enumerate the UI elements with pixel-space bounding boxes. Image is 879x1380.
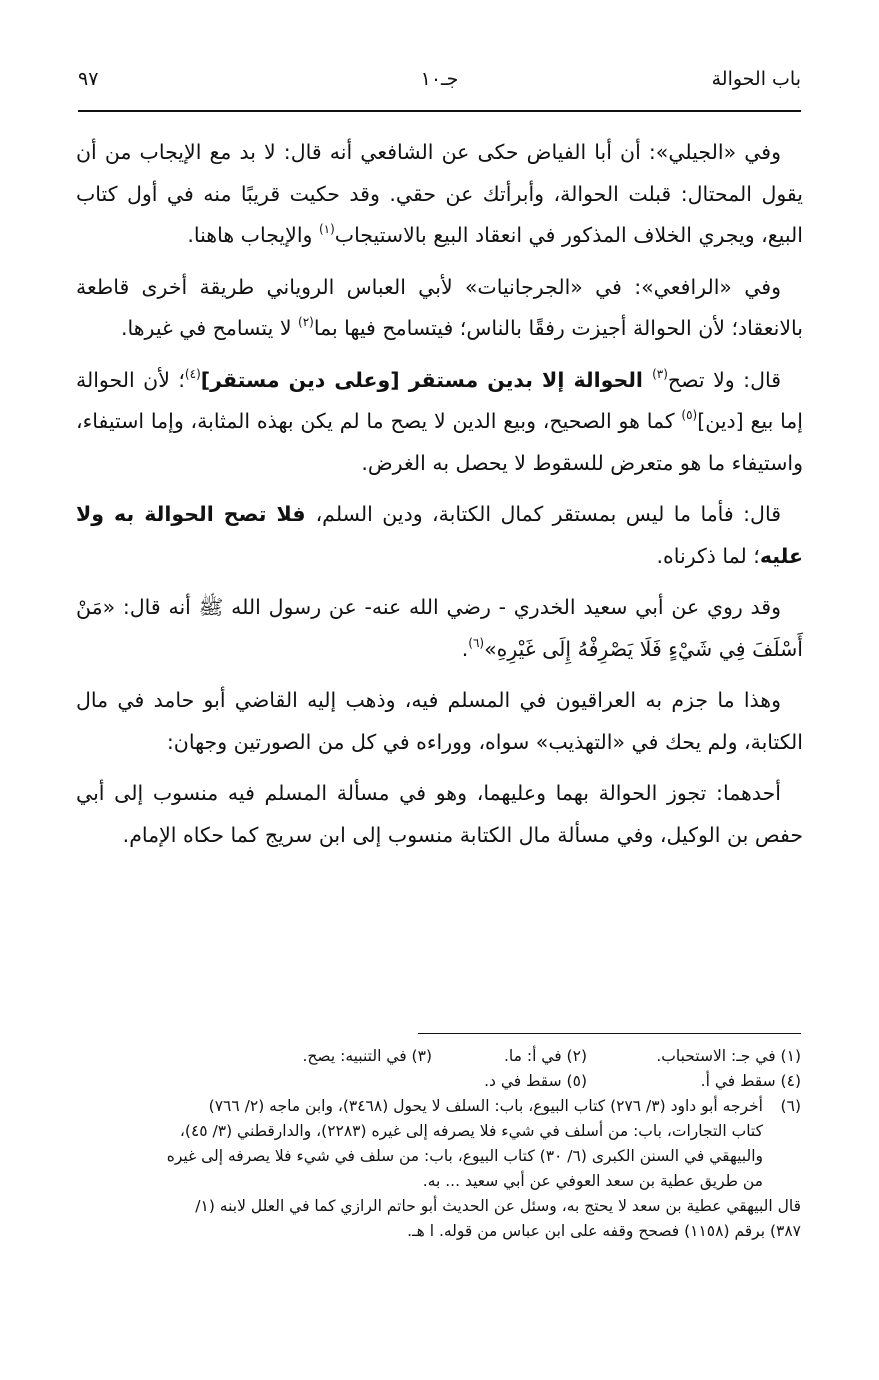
- footnote-ref[interactable]: (٦): [468, 635, 485, 650]
- footnotes: [76, 1044, 801, 1244]
- paragraph-7: أحدهما: تجوز الحوالة بهما وعليهما، وهو في مسألة المسلم فيه منسوب إلى أبي حفص بن الوكيل، وفي مسألة مال الكتابة منسوب إلى ابن سريج كما حكاه الإمام.: [76, 781, 803, 847]
- bold-text: الحوالة إلا بدين مستقر [وعلى دين مستقر]: [200, 367, 653, 392]
- paragraph-3: [76, 360, 803, 485]
- volume-label: جـ١٠: [420, 68, 459, 90]
- paragraph-4: [76, 494, 803, 577]
- footnote-ref[interactable]: (١): [318, 222, 335, 236]
- footnote-2: (٢) في أ: ما.: [503, 1047, 587, 1065]
- footnote-ref[interactable]: (٢): [298, 315, 314, 329]
- chapter-title: باب الحوالة: [711, 68, 801, 90]
- text: قال: ولا تصح: [667, 367, 782, 392]
- footnote-4: (٤) سقط في أ.: [700, 1072, 801, 1090]
- footnote-ref[interactable]: (٥): [681, 408, 698, 422]
- paragraph-2: [76, 267, 803, 350]
- footnote-ref[interactable]: (٣): [652, 366, 668, 381]
- text: كما هو الصحيح، وبيع الدين لا يصح ما لم يكن بهذه المثابة، وإما استيفاء، واستيفاء ما هو متعرض للسقوط لا يحصل به الغرض.: [76, 409, 803, 475]
- text: والإيجاب هاهنا.: [187, 223, 319, 247]
- footnote-1: (١) في جـ: الاستحباب.: [656, 1047, 801, 1065]
- paragraph-6: وهذا ما جزم به العراقيون في المسلم فيه، وذهب إليه القاضي أبو حامد في مال الكتابة، ولم يحك في «التهذيب» سواه، ووراءه في كل من الصورتين وجهان:: [76, 688, 803, 754]
- text: لا يتسامح في غيرها.: [120, 316, 299, 340]
- footnote-divider: [418, 1033, 801, 1034]
- text: ؛ لما ذكرناه.: [656, 543, 760, 568]
- paragraph-1: [76, 132, 803, 257]
- footnote-row: [76, 1069, 801, 1094]
- text: ؛ لأن الحوالة إما بيع [دين]: [76, 367, 803, 433]
- footnote-line: قال البيهقي عطية بن سعد لا يحتج به، وسئل عن الحديث أبو حاتم الرازي كما في العلل لابنه (١/: [195, 1197, 801, 1215]
- text: وقد روي عن أبي سعيد الخدري - رضي الله عنه- عن رسول الله ﷺ أنه قال: «مَنْ أَسْلَفَ فِي شَيْءٍ فَلَا يَصْرِفْهُ إِلَى غَيْرِهِ»: [76, 595, 803, 661]
- text: .: [461, 636, 469, 661]
- footnote-line: ٣٨٧) برقم (١١٥٨) فصحح وقفه على ابن عباس من قوله. ا هـ.: [407, 1222, 801, 1240]
- bold-text: فلا تصح الحوالة به ولا عليه: [76, 502, 803, 568]
- footnote-6: [76, 1094, 801, 1119]
- text: قال: فأما ما ليس بمستقر كمال الكتابة، ودين السلم،: [315, 502, 781, 526]
- paragraph-5: [76, 587, 803, 670]
- footnote-line: والبيهقي في السنن الكبرى (٦/ ٣٠) كتاب البيوع، باب: من سلف في شيء فلا يصرفه إلى غيره: [166, 1147, 763, 1165]
- page-number: ٩٧: [78, 68, 99, 90]
- footnote-5: (٥) سقط في د.: [484, 1072, 587, 1090]
- header-divider: [78, 110, 801, 112]
- footnote-row: [76, 1044, 801, 1069]
- footnote-6-number: (٦): [780, 1097, 801, 1115]
- footnote-ref[interactable]: (٤): [184, 366, 201, 381]
- running-header: [78, 66, 801, 100]
- footnote-line: كتاب التجارات، باب: من أسلف في شيء فلا يصرفه إلى غيره (٢٢٨٣)، والدارقطني (٣/ ٤٥)،: [179, 1122, 763, 1140]
- footnote-line: من طريق عطية بن سعد العوفي عن أبي سعيد ... به.: [422, 1172, 763, 1190]
- text: وفي «الرافعي»: في «الجرجانيات» لأبي العباس الروياني طريقة أخرى قاطعة بالانعقاد؛ لأن الحوالة أجيزت رفقًا بالناس؛ فيتسامح فيها بما: [76, 274, 803, 340]
- footnote-3: (٣) في التنبيه: يصح.: [302, 1047, 432, 1065]
- text: وفي «الجيلي»: أن أبا الفياض حكى عن الشافعي أنه قال: لا بد مع الإيجاب من أن يقول المحتال: قبلت الحوالة، وأبرأتك عن حقي. وقد حكيت قريبًا منه في أول كتاب البيع، ويجري الخلاف المذكور في انعقاد البيع بالاستيجاب: [76, 140, 803, 247]
- footnote-line: أخرجه أبو داود (٣/ ٢٧٦) كتاب البيوع، باب: السلف لا يحول (٣٤٦٨)، وابن ماجه (٢/ ٧٦٦): [208, 1097, 763, 1115]
- main-text: [76, 132, 803, 866]
